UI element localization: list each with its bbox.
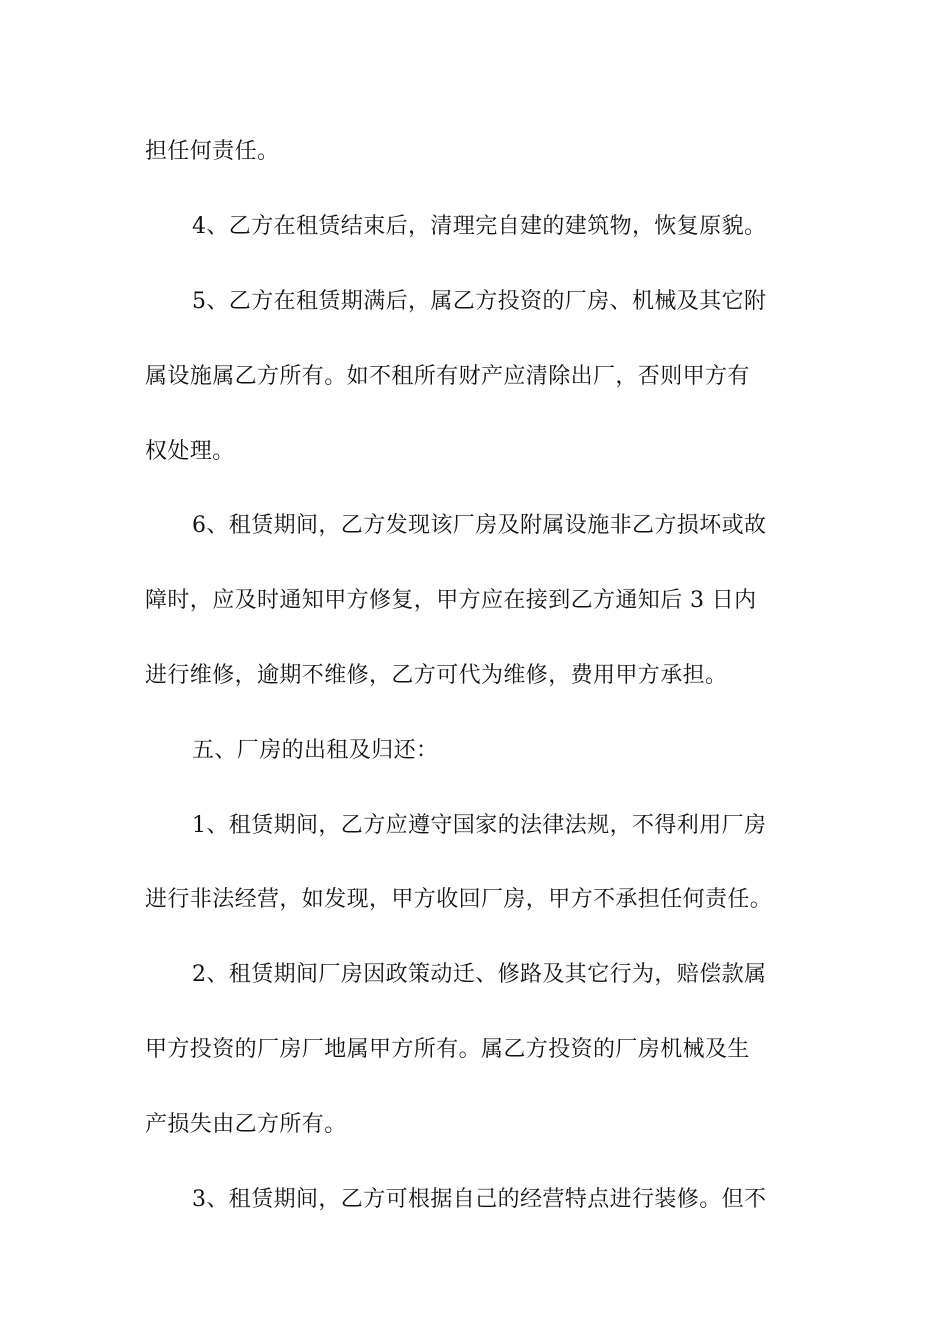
text-line: 产损失由乙方所有。 [145, 1112, 347, 1137]
text-line: 进行非法经营，如发现，甲方收回厂房，甲方不承担任何责任。 [145, 887, 773, 912]
text-line: 权处理。 [145, 439, 235, 464]
clause-6: 6、租赁期间，乙方发现该厂房及附属设施非乙方损坏或故 [192, 513, 767, 538]
clause-1: 1、租赁期间，乙方应遵守国家的法律法规，不得利用厂房 [192, 813, 767, 838]
text-line: 甲方投资的厂房厂地属甲方所有。属乙方投资的厂房机械及生 [145, 1037, 750, 1062]
clause-5: 5、乙方在租赁期满后，属乙方投资的厂房、机械及其它附 [192, 289, 767, 314]
text-line: 障时，应及时通知甲方修复，甲方应在接到乙方通知后 3 日内 [145, 588, 757, 613]
section-heading: 五、厂房的出租及归还： [192, 738, 439, 763]
text-line: 担任何责任。 [145, 139, 280, 164]
clause-4: 4、乙方在租赁结束后，清理完自建的建筑物，恢复原貌。 [192, 214, 767, 239]
text-line: 进行维修，逾期不维修，乙方可代为维修，费用甲方承担。 [145, 663, 728, 688]
text-line: 属设施属乙方所有。如不租所有财产应清除出厂，否则甲方有 [145, 364, 750, 389]
clause-3: 3、租赁期间，乙方可根据自己的经营特点进行装修。但不 [192, 1187, 767, 1212]
clause-2: 2、租赁期间厂房因政策动迁、修路及其它行为，赔偿款属 [192, 962, 767, 987]
